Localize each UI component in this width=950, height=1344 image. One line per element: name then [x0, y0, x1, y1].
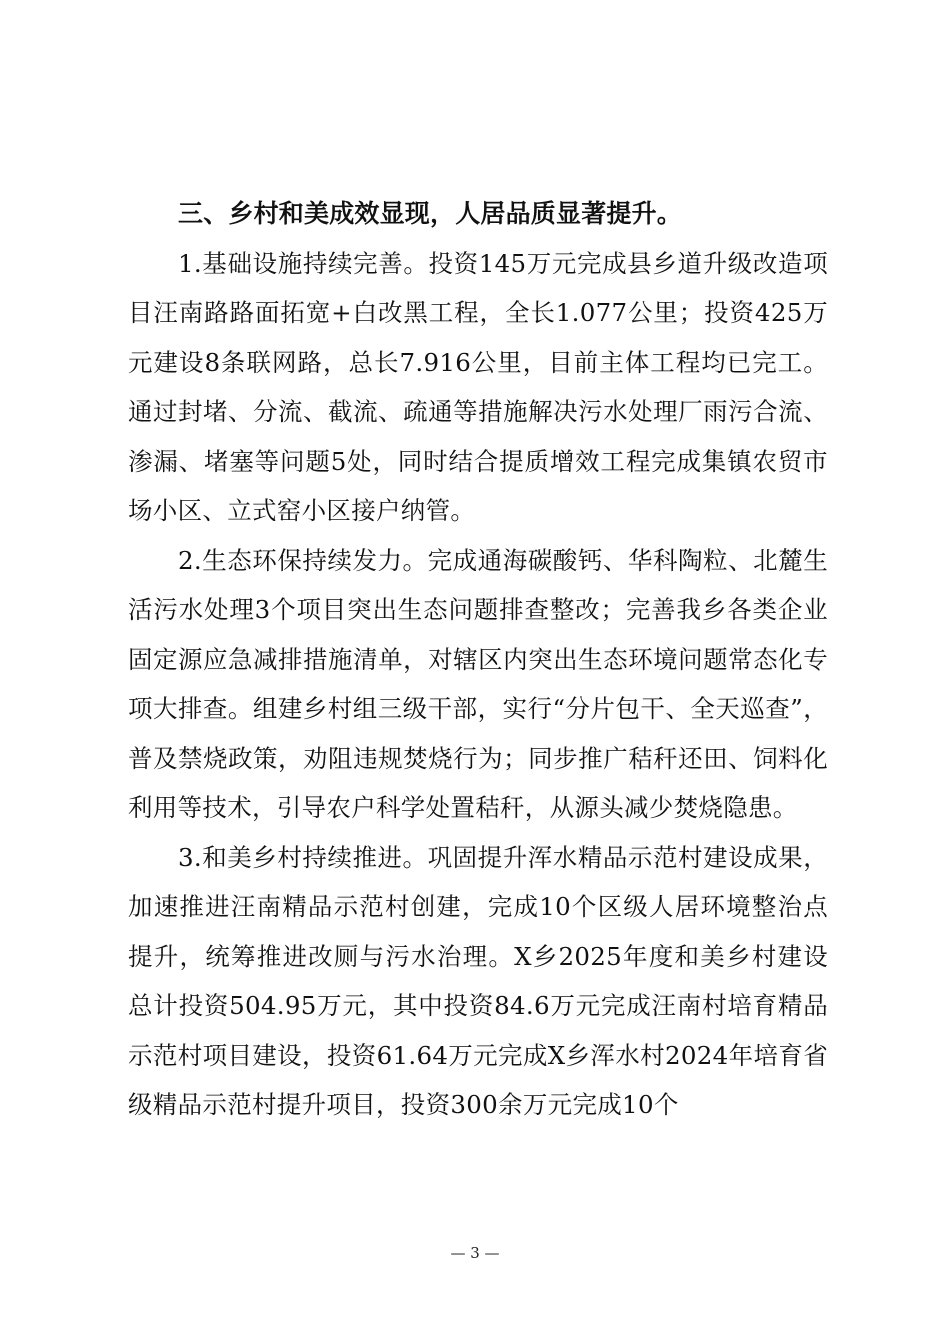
- paragraph-ecology: 2.生态环保持续发力。完成通海碳酸钙、华科陶粒、北麓生活污水处理3个项目突出生态问题排查整改；完善我乡各类企业固定源应急减排措施清单，对辖区内突出生态环境问题常态化专项大排查。组建乡村组三级干部，实行“分片包干、全天巡查”，普及禁烧政策，劝阻违规焚烧行为；同步推广秸秆还田、饲料化利用等技术，引导农户科学处置秸秆，从源头减少焚烧隐患。: [128, 545, 828, 822]
- paragraph-village: 3.和美乡村持续推进。巩固提升浑水精品示范村建设成果，加速推进汪南精品示范村创建，完成10个区级人居环境整治点提升，统筹推进改厕与污水治理。X乡2025年度和美乡村建设总计投资504.95万元，其中投资84.6万元完成汪南村培育精品示范村项目建设，投资61.64万元完成X乡浑水村2024年培育省级精品示范村提升项目，投资300余万元完成10个: [128, 842, 828, 1119]
- page-number: — 3 —: [450, 1244, 500, 1262]
- section-heading: 三、乡村和美成效显现，人居品质显著提升。: [178, 199, 683, 228]
- paragraph-infrastructure: 1.基础设施持续完善。投资145万元完成县乡道升级改造项目汪南路路面拓宽+白改黑工程，全长1.077公里；投资425万元建设8条联网路，总长7.916公里，目前主体工程均已完工。通过封堵、分流、截流、疏通等措施解决污水处理厂雨污合流、渗漏、堵塞等问题5处，同时结合提质增效工程完成集镇农贸市场小区、立式窑小区接户纳管。: [128, 248, 828, 525]
- section-content: [128, 189, 828, 1130]
